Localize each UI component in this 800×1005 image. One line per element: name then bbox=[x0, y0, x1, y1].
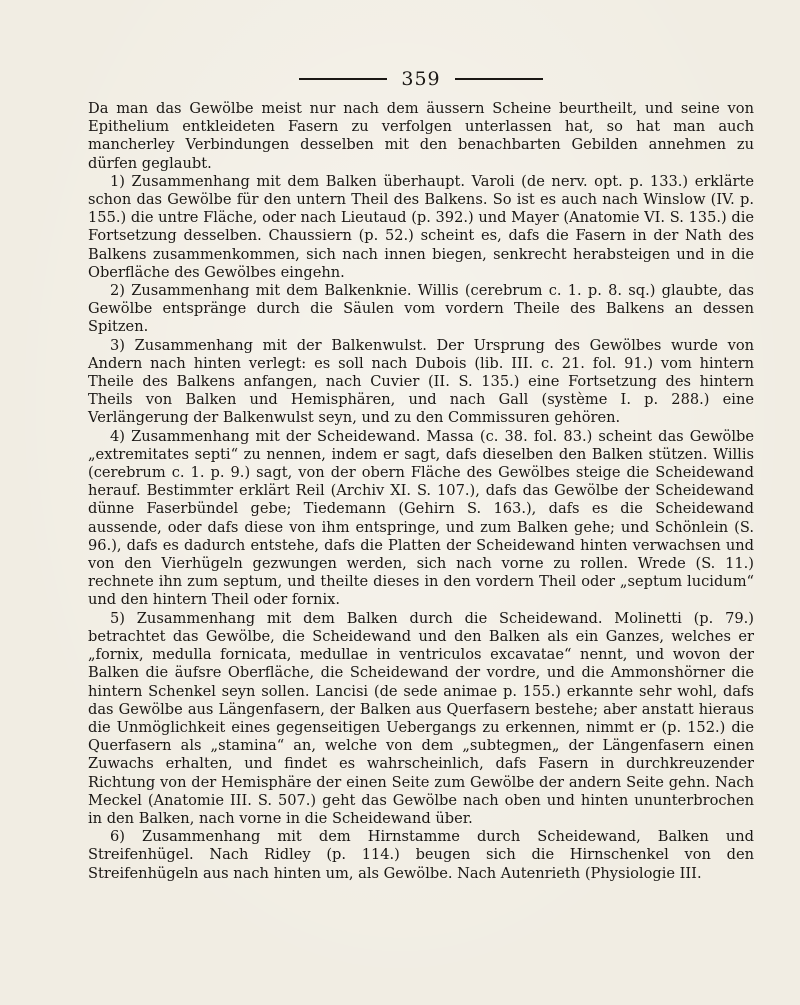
paragraph-4-scheidewand: 4) Zusammenhang mit der Scheidewand. Massa (c. 38. fol. 83.) scheint das Gewölbe „extremitates septi“ zu nennen, indem er sagt, dafs dieselben den Balken stützen. Willis (cerebrum c. 1. p. 9.) sagt, von der obern Fläche des Gewölbes steige die Scheidewand herauf. Bestimmter erklärt Reil (Archiv XI. S. 107.), dafs das Gewölbe der Scheidewand dünne Faserbündel gebe; Tiedemann (Gehirn S. 163.), dafs es die Scheidewand aussende, oder dafs diese von ihm entspringe, und zum Balken gehe; und Schönlein (S. 96.), dafs es dadurch entstehe, dafs die Platten der Scheidewand hinten verwachsen und von den Vierhügeln gezwungen werden, sich nach vorne zu rollen. Wrede (S. 11.) rechnete ihn zum septum, und theilte dieses in den vordern Theil oder „septum lucidum“ und den hintern Theil oder fornix. bbox=[88, 427, 754, 609]
paragraph-5-balken-durch-scheidewand: 5) Zusammenhang mit dem Balken durch die Scheidewand. Molinetti (p. 79.) betrachtet das Gewölbe, die Scheidewand und den Balken als ein Ganzes, welches er „fornix, medulla fornicata, medullae in ventriculos excavatae“ nennt, und wovon der Balken die äufsre Oberfläche, die Scheidewand der vordre, und die Ammonshörner die hintern Schenkel seyn sollen. Lancisi (de sede animae p. 155.) erkannte sehr wohl, dafs das Gewölbe aus Längenfasern, der Balken aus Querfasern bestehe; aber anstatt hieraus die Unmöglichkeit eines gegenseitigen Uebergangs zu erkennen, nimmt er (p. 152.) die Querfasern als „stamina“ an, welche von dem „subtegmen„ der Längenfasern einen Zuwachs erhalten, und findet es wahrscheinlich, dafs Fasern in durchkreuzender Richtung von der Hemisphäre der einen Seite zum Gewölbe der andern Seite gehn. Nach Meckel (Anatomie III. S. 507.) geht das Gewölbe nach oben und hinten ununterbrochen in den Balken, nach vorne in die Scheidewand über. bbox=[88, 609, 754, 827]
paragraph-1-balken-ueberhaupt: 1) Zusammenhang mit dem Balken überhaupt. Varoli (de nerv. opt. p. 133.) erklärte schon das Gewölbe für den untern Theil des Balkens. So ist es auch nach Winslow (IV. p. 155.) die untre Fläche, oder nach Lieutaud (p. 392.) und Mayer (Anatomie VI. S. 135.) die Fortsetzung desselben. Chaussiern (p. 52.) scheint es, dafs die Fasern in der Nath des Balkens zusammenkommen, sich nach innen biegen, senkrecht herabsteigen und in die Oberfläche des Gewölbes eingehn. bbox=[88, 172, 754, 281]
paragraph-2-balkenknie: 2) Zusammenhang mit dem Balkenknie. Willis (cerebrum c. 1. p. 8. sq.) glaubte, das Gewölbe entspränge durch die Säulen vom vordern Theile des Balkens an dessen Spitzen. bbox=[88, 282, 754, 336]
paragraph-6-hirnstamm: 6) Zusammenhang mit dem Hirnstamme durch Scheidewand, Balken und Streifenhügel. Nach Ridley (p. 114.) beugen sich die Hirnschenkel von den Streifenhügeln aus nach hinten um, als Gewölbe. Nach Autenrieth (Physiologie III. bbox=[88, 828, 754, 882]
header-rule-left bbox=[299, 78, 387, 80]
paragraph-3-balkenwulst: 3) Zusammenhang mit der Balkenwulst. Der Ursprung des Gewölbes wurde von Andern nach hinten verlegt: es soll nach Dubois (lib. III. c. 21. fol. 91.) vom hintern Theile des Balkens anfangen, nach Cuvier (II. S. 135.) eine Fortsetzung des hintern Theils von Balken und Hemisphären, und nach Gall (système I. p. 288.) eine Verlängerung der Balkenwulst seyn, und zu den Commissuren gehören. bbox=[88, 336, 754, 427]
page-number: 359 bbox=[401, 68, 441, 90]
page-header bbox=[88, 62, 754, 96]
paragraph-intro: Da man das Gewölbe meist nur nach dem äussern Scheine beurtheilt, und seine von Epithelium entkleideten Fasern zu verfolgen unterlassen hat, so hat man auch mancherley Verbindungen desselben mit den benachbarten Gebilden annehmen zu dürfen geglaubt. bbox=[88, 100, 754, 172]
header-rule-right bbox=[455, 78, 543, 80]
body-text bbox=[88, 100, 754, 883]
